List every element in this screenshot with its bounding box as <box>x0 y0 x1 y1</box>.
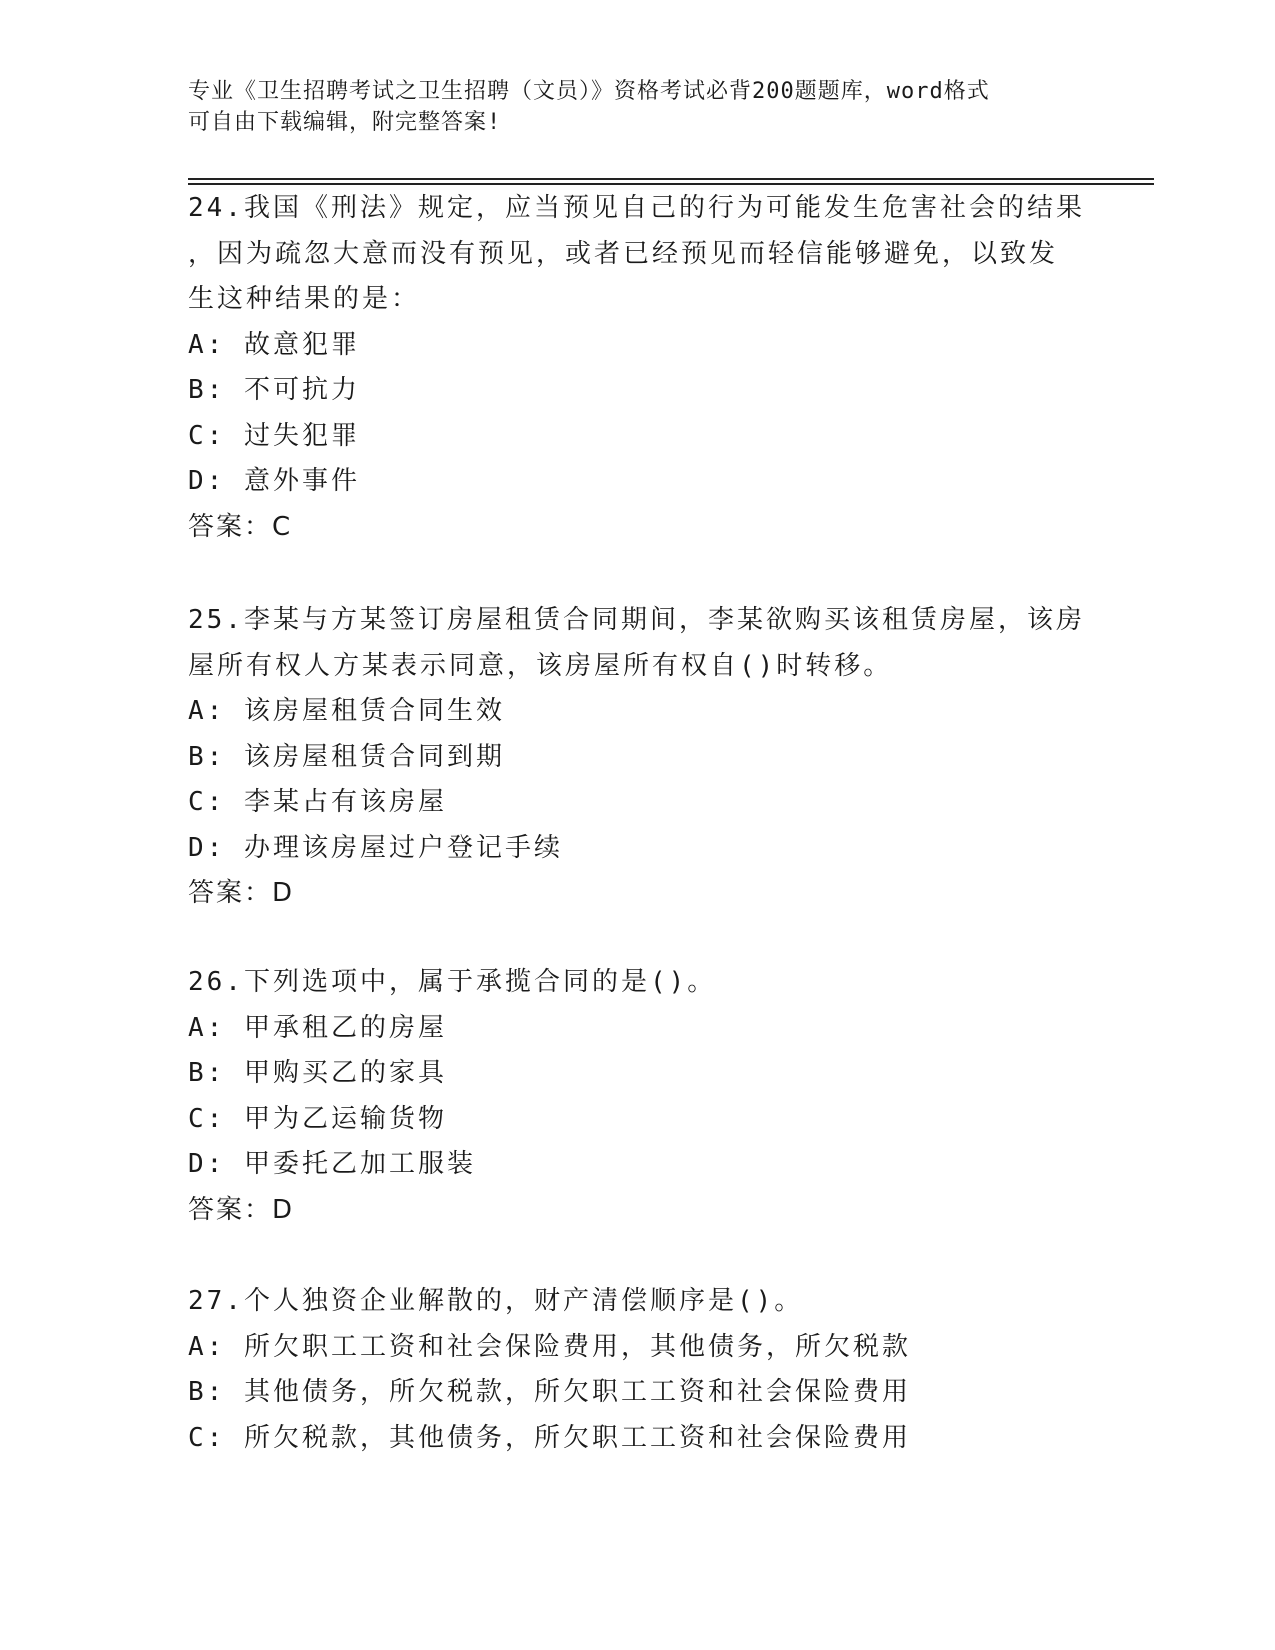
option-d: D: 甲委托乙加工服装 <box>188 1149 476 1179</box>
answer-line: 答案：C <box>188 511 293 542</box>
option-a: A: 所欠职工工资和社会保险费用，其他债务，所欠税款 <box>188 1331 911 1362</box>
question-stem-line: 生这种结果的是： <box>188 284 421 314</box>
header-divider-bottom <box>188 183 1154 185</box>
document-header <box>188 76 1088 138</box>
option-a: A: 该房屋租赁合同生效 <box>188 696 505 726</box>
header-line-2: 可自由下载编辑，附完整答案! <box>188 110 502 135</box>
question-24 <box>188 186 1088 550</box>
option-b: B: 甲购买乙的家具 <box>188 1058 447 1088</box>
question-25 <box>188 598 1088 917</box>
option-c: C: 甲为乙运输货物 <box>188 1103 447 1134</box>
option-c: C: 所欠税款，其他债务，所欠职工工资和社会保险费用 <box>188 1422 911 1453</box>
option-c: C: 过失犯罪 <box>188 420 360 451</box>
option-d: D: 意外事件 <box>188 466 360 496</box>
question-stem-line: ，因为疏忽大意而没有预见，或者已经预见而轻信能够避免，以致发 <box>188 238 1059 269</box>
option-b: B: 其他债务，所欠税款，所欠职工工资和社会保险费用 <box>188 1377 911 1407</box>
option-d: D: 办理该房屋过户登记手续 <box>188 832 563 863</box>
question-stem-line: 27.个人独资企业解散的，财产清偿顺序是()。 <box>188 1286 804 1316</box>
option-c: C: 李某占有该房屋 <box>188 787 447 817</box>
option-b: B: 不可抗力 <box>188 375 360 405</box>
question-26 <box>188 960 1088 1233</box>
question-stem-line: 24.我国《刑法》规定，应当预见自己的行为可能发生危害社会的结果 <box>188 193 1085 223</box>
answer-line: 答案：D <box>188 878 295 908</box>
option-a: A: 甲承租乙的房屋 <box>188 1012 447 1043</box>
question-stem-line: 26.下列选项中，属于承揽合同的是()。 <box>188 967 717 997</box>
answer-line: 答案：D <box>188 1194 295 1225</box>
option-a: A: 故意犯罪 <box>188 329 360 360</box>
question-stem-line: 25.李某与方某签订房屋租赁合同期间，李某欲购买该租赁房屋，该房 <box>188 605 1085 635</box>
question-stem-line: 屋所有权人方某表示同意，该房屋所有权自()时转移。 <box>188 650 893 681</box>
header-line-1: 专业《卫生招聘考试之卫生招聘（文员）》资格考试必背200题题库，word格式 <box>188 79 990 104</box>
header-divider-top <box>188 178 1154 180</box>
option-b: B: 该房屋租赁合同到期 <box>188 741 505 772</box>
question-27 <box>188 1279 1088 1461</box>
